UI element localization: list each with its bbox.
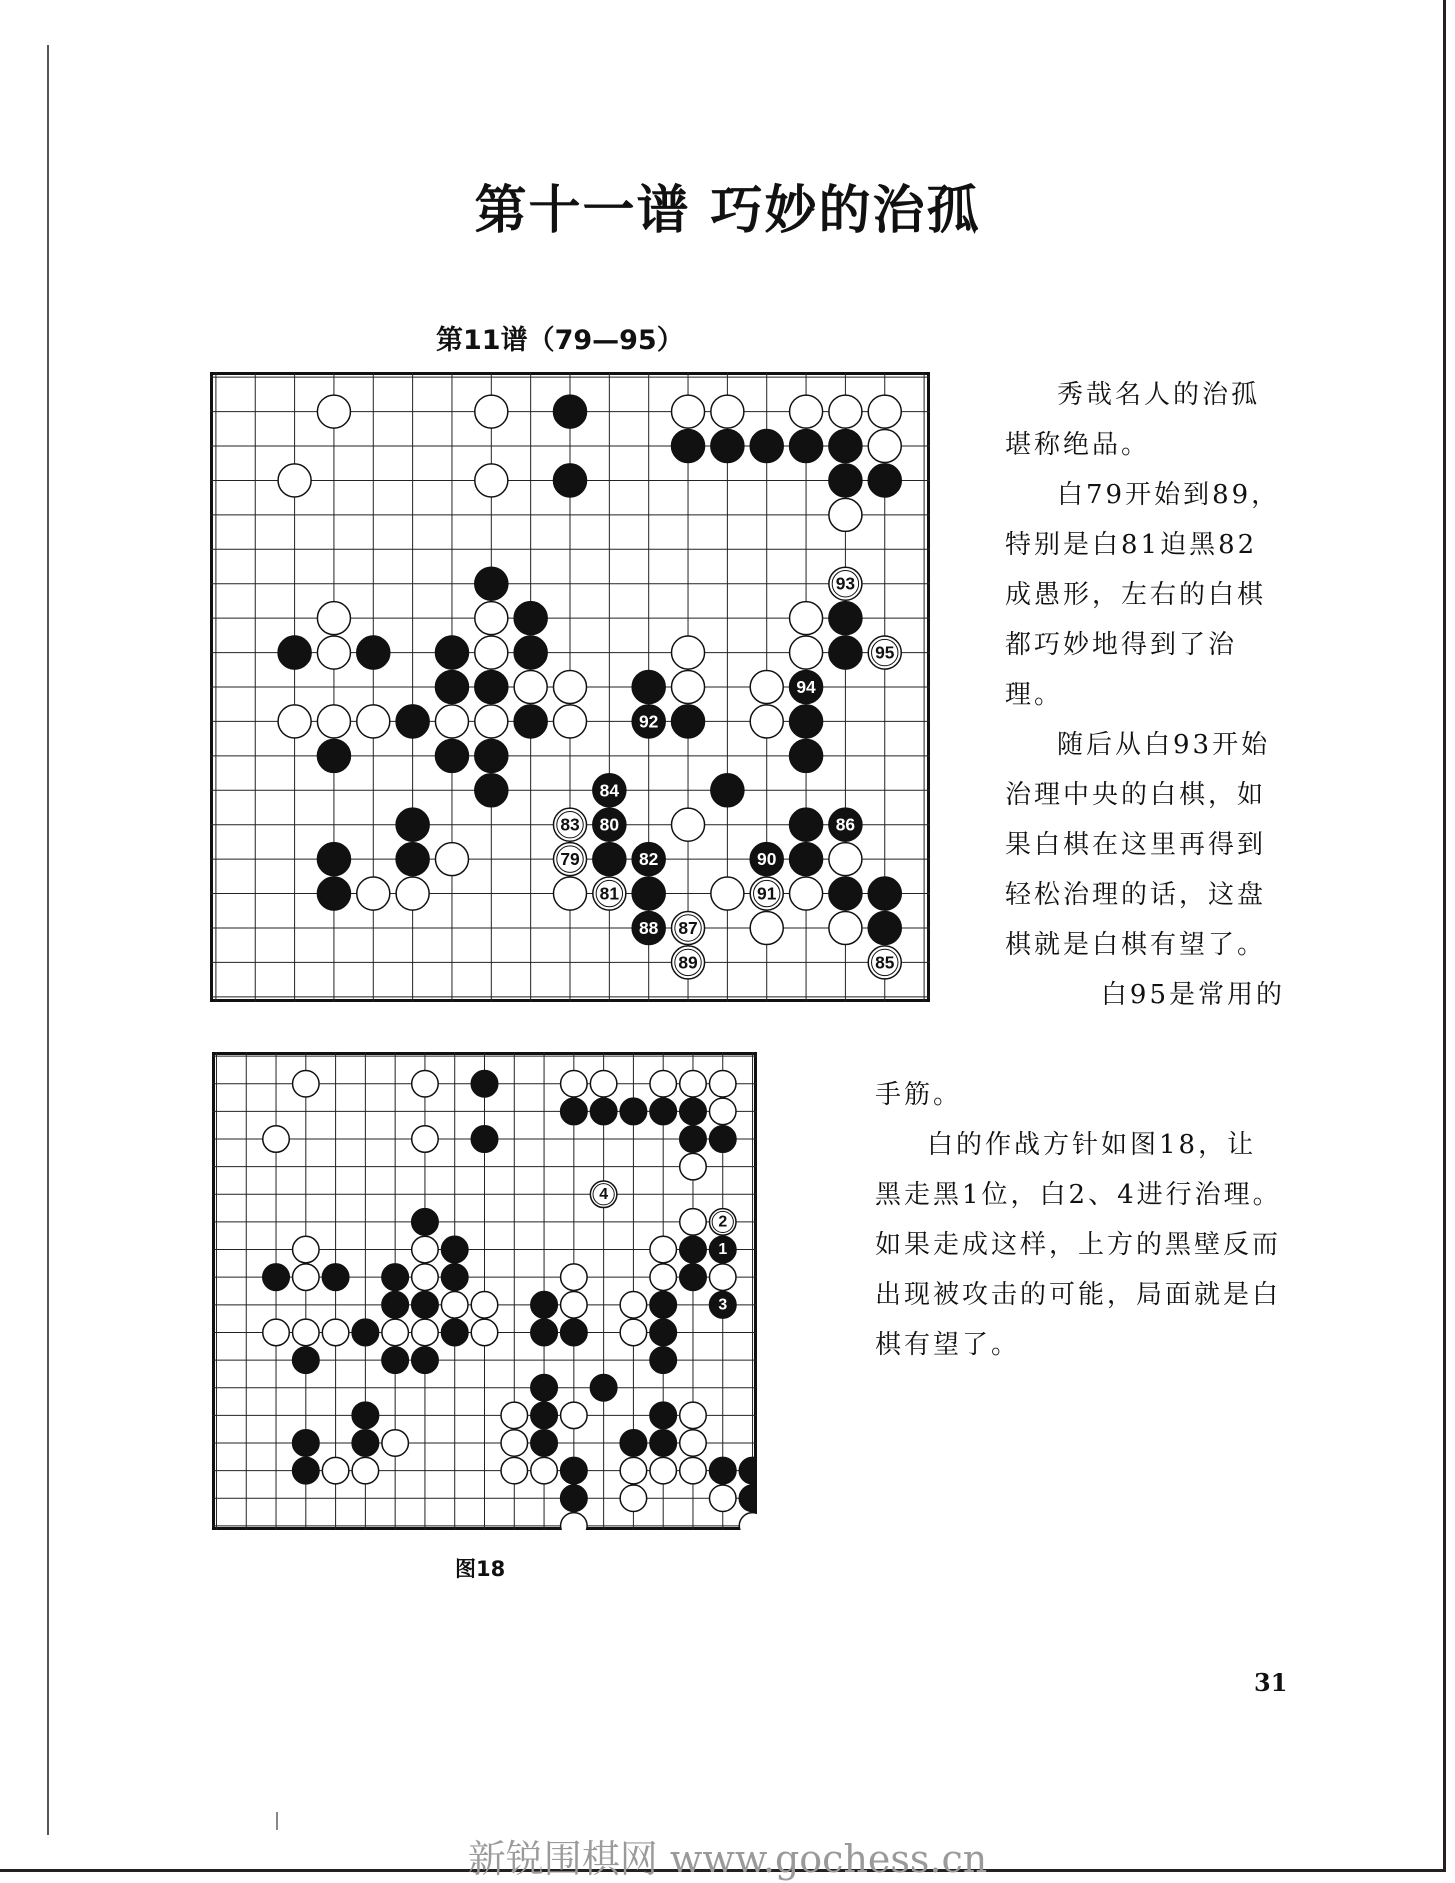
black-stone [829, 808, 862, 841]
black-stone [435, 739, 468, 772]
white-stone [293, 1319, 320, 1346]
white-stone [829, 395, 862, 428]
black-stone [352, 1430, 379, 1457]
black-stone [396, 808, 429, 841]
black-stone [650, 1430, 677, 1457]
white-stone [680, 1430, 707, 1457]
black-stone [829, 464, 862, 497]
commentary-paragraph: 随后从白93开始治理中央的白棋，如果白棋在这里再得到轻松治理的话，这盘棋就是白棋有望了。 [1005, 730, 1271, 960]
white-stone [412, 1319, 439, 1346]
black-stone [531, 1430, 558, 1457]
white-stone [561, 1264, 588, 1291]
white-stone [475, 705, 508, 738]
white-stone [868, 636, 901, 669]
move-number: 1 [718, 1241, 728, 1259]
white-stone [553, 808, 586, 841]
board-svg [212, 1052, 757, 1530]
white-stone [317, 602, 350, 635]
black-stone [739, 1457, 757, 1484]
commentary-paragraph: 白79开始到89，特别是白81迫黑82成愚形，左右的白棋都巧妙地得到了治理。 [1005, 480, 1281, 710]
black-stone [382, 1292, 409, 1319]
black-stone [620, 1430, 647, 1457]
black-stone [514, 705, 547, 738]
move-number: 94 [796, 677, 816, 697]
move-number: 92 [639, 711, 659, 732]
black-stone [590, 1098, 617, 1125]
white-stone [475, 602, 508, 635]
move-number: 84 [599, 780, 620, 801]
black-stone [475, 739, 508, 772]
white-stone [672, 395, 705, 428]
diagram-caption: 第11谱（79—95） [436, 325, 684, 356]
black-stone [650, 1292, 677, 1319]
white-stone [561, 1513, 588, 1530]
black-stone [593, 843, 626, 876]
black-stone [412, 1209, 439, 1236]
commentary-wide [875, 1070, 1285, 1370]
white-stone [278, 705, 311, 738]
white-stone [561, 1071, 588, 1098]
white-stone [680, 1457, 707, 1484]
black-stone [590, 1374, 617, 1401]
black-stone [632, 705, 665, 738]
white-stone [680, 1402, 707, 1429]
white-stone [322, 1457, 349, 1484]
white-stone [278, 464, 311, 497]
move-number: 89 [678, 952, 698, 973]
white-stone [790, 395, 823, 428]
black-stone [293, 1457, 320, 1484]
white-stone [352, 1457, 379, 1484]
black-stone [790, 808, 823, 841]
white-stone [790, 602, 823, 635]
black-stone [352, 1319, 379, 1346]
white-stone [382, 1319, 409, 1346]
black-stone [868, 877, 901, 910]
white-stone [317, 705, 350, 738]
white-stone [317, 395, 350, 428]
go-board-fig18 [212, 1052, 757, 1530]
white-stone [750, 670, 783, 703]
black-stone [412, 1292, 439, 1319]
white-stone [709, 1485, 736, 1512]
white-stone [650, 1236, 677, 1263]
figure-caption: 图18 [455, 1557, 506, 1581]
black-stone [317, 739, 350, 772]
go-board-main [210, 372, 930, 1002]
white-stone [412, 1236, 439, 1263]
white-stone [553, 843, 586, 876]
black-stone [531, 1319, 558, 1346]
white-stone [680, 1071, 707, 1098]
white-stone [396, 877, 429, 910]
black-stone [829, 636, 862, 669]
black-stone [829, 877, 862, 910]
move-number: 90 [757, 849, 777, 870]
white-stone [412, 1071, 439, 1098]
board-svg [210, 372, 930, 1002]
white-stone [672, 808, 705, 841]
white-stone [553, 705, 586, 738]
page-title: 第十一谱 巧妙的治孤 [474, 181, 981, 241]
white-stone [868, 395, 901, 428]
white-stone [590, 1071, 617, 1098]
margin-rule [47, 45, 49, 1835]
black-stone [396, 843, 429, 876]
white-stone [501, 1402, 528, 1429]
black-stone [709, 1236, 736, 1263]
black-stone [441, 1264, 468, 1291]
black-stone [672, 429, 705, 462]
black-stone [561, 1319, 588, 1346]
black-stone [680, 1236, 707, 1263]
white-stone [293, 1071, 320, 1098]
black-stone [561, 1098, 588, 1125]
white-stone [531, 1457, 558, 1484]
white-stone [435, 705, 468, 738]
black-stone [650, 1098, 677, 1125]
move-number: 86 [835, 814, 856, 835]
black-stone [739, 1485, 757, 1512]
move-number: 81 [599, 883, 620, 904]
move-number: 2 [718, 1213, 728, 1231]
white-stone [711, 877, 744, 910]
black-stone [709, 1457, 736, 1484]
move-number: 3 [718, 1296, 728, 1314]
move-number: 4 [599, 1185, 609, 1203]
white-stone [829, 843, 862, 876]
white-stone [790, 877, 823, 910]
black-stone [711, 774, 744, 807]
black-stone [441, 1236, 468, 1263]
black-stone [293, 1347, 320, 1374]
white-stone [672, 670, 705, 703]
black-stone [593, 774, 626, 807]
commentary-right [1005, 370, 1285, 1020]
black-stone [790, 739, 823, 772]
black-stone [680, 1098, 707, 1125]
black-stone [709, 1126, 736, 1153]
move-number: 93 [835, 573, 856, 594]
black-stone [868, 464, 901, 497]
commentary-paragraph: 秀哉名人的治孤堪称绝品。 [1005, 380, 1261, 460]
black-stone [317, 843, 350, 876]
white-stone [790, 636, 823, 669]
white-stone [672, 636, 705, 669]
black-stone [322, 1264, 349, 1291]
white-stone [293, 1236, 320, 1263]
white-stone [590, 1181, 617, 1208]
black-stone [531, 1292, 558, 1319]
white-stone [680, 1153, 707, 1180]
black-stone [790, 843, 823, 876]
black-stone [471, 1126, 498, 1153]
white-stone [475, 636, 508, 669]
white-stone [709, 1264, 736, 1291]
white-stone [750, 911, 783, 944]
black-stone [553, 395, 586, 428]
black-stone [514, 602, 547, 635]
black-stone [829, 429, 862, 462]
white-stone [561, 1292, 588, 1319]
black-stone [382, 1264, 409, 1291]
white-stone [553, 670, 586, 703]
white-stone [263, 1126, 290, 1153]
white-stone [709, 1209, 736, 1236]
black-stone [531, 1374, 558, 1401]
white-stone [672, 911, 705, 944]
black-stone [471, 1071, 498, 1098]
white-stone [561, 1402, 588, 1429]
black-stone [620, 1098, 647, 1125]
white-stone [711, 395, 744, 428]
white-stone [672, 946, 705, 979]
black-stone [650, 1402, 677, 1429]
black-stone [650, 1347, 677, 1374]
white-stone [739, 1513, 757, 1530]
black-stone [357, 636, 390, 669]
black-stone [263, 1264, 290, 1291]
white-stone [620, 1457, 647, 1484]
black-stone [680, 1264, 707, 1291]
black-stone [475, 670, 508, 703]
commentary-paragraph: 手筋。 [875, 1080, 963, 1110]
white-stone [829, 911, 862, 944]
white-stone [593, 877, 626, 910]
black-stone [514, 636, 547, 669]
black-stone [709, 1292, 736, 1319]
white-stone [293, 1264, 320, 1291]
white-stone [322, 1319, 349, 1346]
white-stone [868, 429, 901, 462]
white-stone [435, 843, 468, 876]
white-stone [412, 1264, 439, 1291]
white-stone [680, 1209, 707, 1236]
black-stone [680, 1126, 707, 1153]
white-stone [263, 1319, 290, 1346]
move-number: 95 [875, 642, 895, 663]
black-stone [632, 911, 665, 944]
black-stone [672, 705, 705, 738]
white-stone [650, 1457, 677, 1484]
move-number: 80 [599, 814, 620, 835]
white-stone [650, 1071, 677, 1098]
page-number: 31 [1254, 1668, 1288, 1697]
white-stone [750, 877, 783, 910]
black-stone [475, 774, 508, 807]
white-stone [475, 464, 508, 497]
white-stone [620, 1485, 647, 1512]
white-stone [471, 1319, 498, 1346]
black-stone [561, 1457, 588, 1484]
white-stone [382, 1430, 409, 1457]
black-stone [553, 464, 586, 497]
black-stone [750, 429, 783, 462]
commentary-paragraph: 白95是常用的 [1100, 980, 1285, 1010]
move-number: 83 [560, 814, 580, 835]
black-stone [829, 602, 862, 635]
black-stone [475, 567, 508, 600]
white-stone [553, 877, 586, 910]
white-stone [868, 946, 901, 979]
move-number: 79 [560, 849, 580, 870]
white-stone [357, 877, 390, 910]
black-stone [593, 808, 626, 841]
black-stone [711, 429, 744, 462]
white-stone [709, 1071, 736, 1098]
black-stone [435, 636, 468, 669]
white-stone [471, 1292, 498, 1319]
black-stone [382, 1347, 409, 1374]
white-stone [475, 395, 508, 428]
white-stone [501, 1430, 528, 1457]
white-stone [620, 1319, 647, 1346]
black-stone [317, 877, 350, 910]
white-stone [412, 1126, 439, 1153]
commentary-paragraph: 白的作战方针如图18，让黑走黑1位，白2、4进行治理。如果走成这样，上方的黑壁反而出现被攻击的可能，局面就是白棋有望了。 [875, 1130, 1282, 1360]
black-stone [435, 670, 468, 703]
move-number: 91 [757, 883, 777, 904]
black-stone [632, 843, 665, 876]
black-stone [632, 877, 665, 910]
move-number: 88 [639, 917, 659, 938]
black-stone [632, 670, 665, 703]
black-stone [278, 636, 311, 669]
black-stone [790, 429, 823, 462]
black-stone [868, 911, 901, 944]
white-stone [829, 567, 862, 600]
black-stone [293, 1430, 320, 1457]
white-stone [514, 670, 547, 703]
black-stone [531, 1402, 558, 1429]
move-number: 85 [875, 952, 895, 973]
white-stone [750, 705, 783, 738]
black-stone [790, 670, 823, 703]
white-stone [829, 498, 862, 531]
white-stone [620, 1292, 647, 1319]
move-number: 87 [678, 917, 698, 938]
watermark: 新锐围棋网 www.gochess.cn [467, 1837, 988, 1881]
white-stone [357, 705, 390, 738]
white-stone [650, 1264, 677, 1291]
black-stone [650, 1319, 677, 1346]
white-stone [709, 1098, 736, 1125]
white-stone [441, 1292, 468, 1319]
black-stone [441, 1319, 468, 1346]
black-stone [750, 843, 783, 876]
white-stone [317, 636, 350, 669]
black-stone [396, 705, 429, 738]
black-stone [561, 1485, 588, 1512]
white-stone [501, 1457, 528, 1484]
black-stone [412, 1347, 439, 1374]
black-stone [790, 705, 823, 738]
move-number: 82 [639, 849, 659, 870]
black-stone [352, 1402, 379, 1429]
